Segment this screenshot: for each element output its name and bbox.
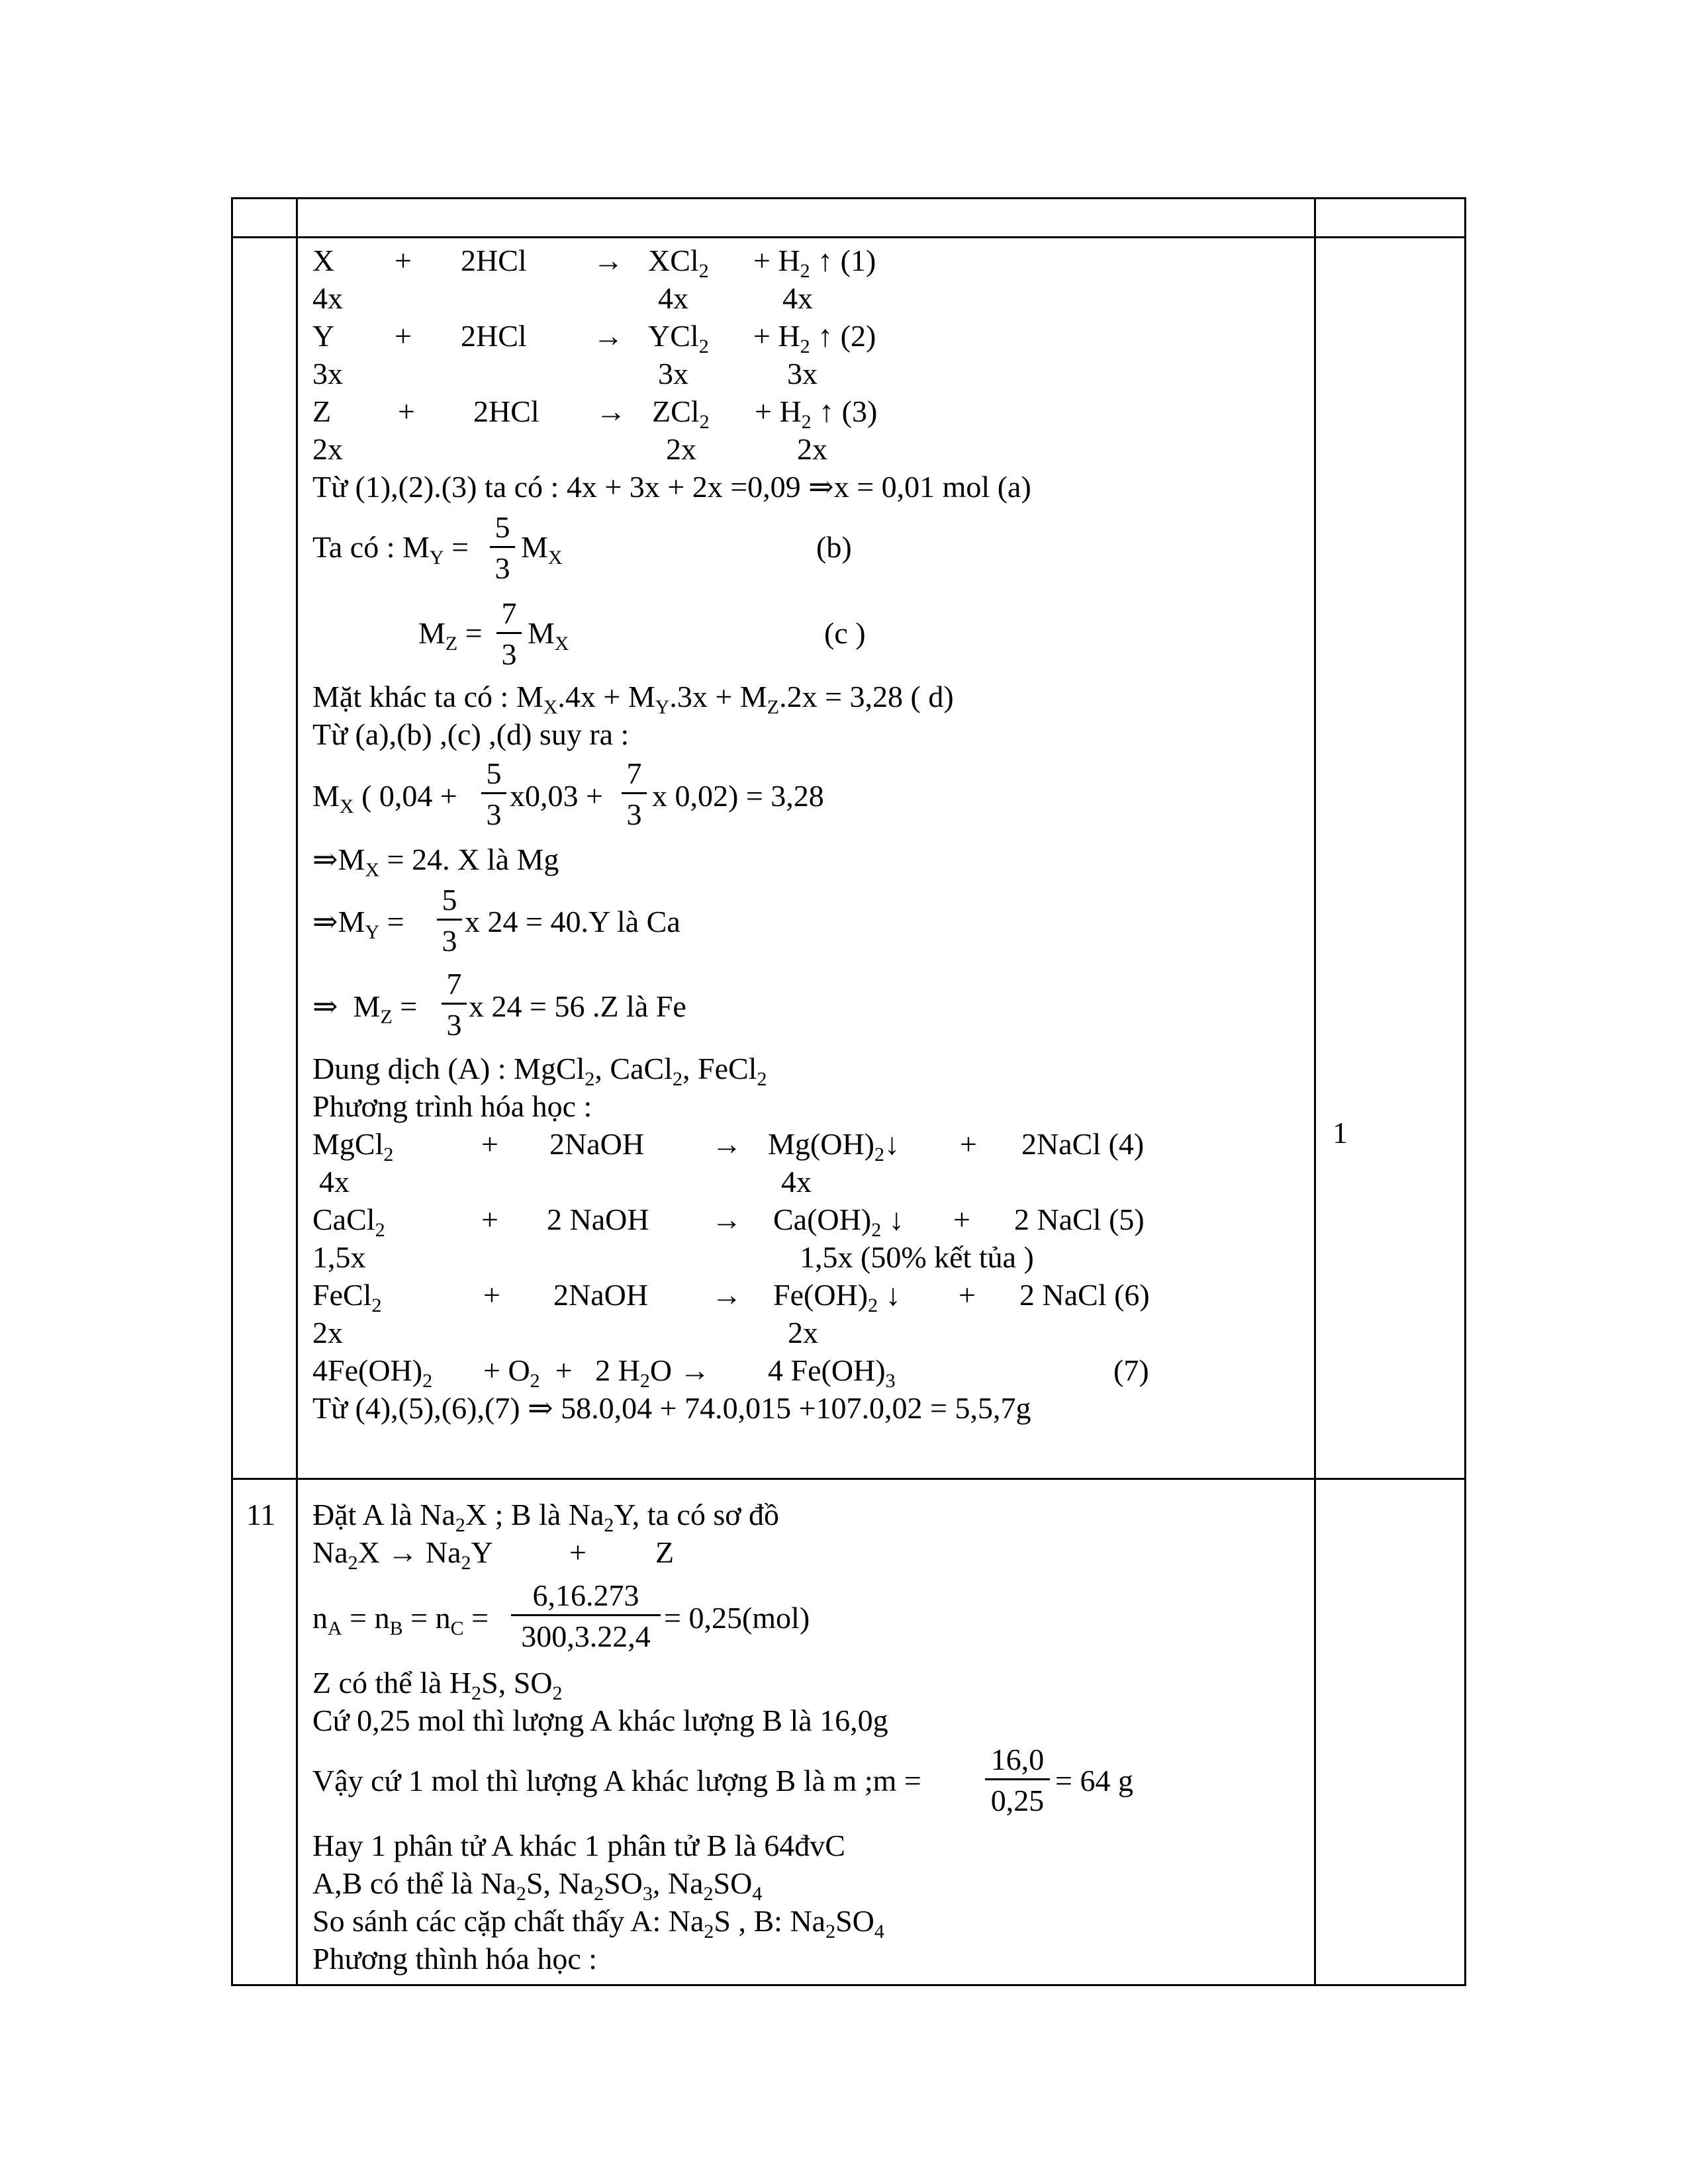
q6-a: 2x	[312, 1316, 343, 1349]
mx-equation: $M_X$ ( 0,04 +	[312, 779, 457, 817]
q5-a: 1,5x	[312, 1240, 366, 1274]
eq3-plus: +	[398, 394, 415, 428]
solution-line: Dung dịch (A) : MgCl$_2$, CaCl$_2$, FeCl$_2$	[312, 1052, 767, 1090]
eq4-plus: +	[481, 1127, 498, 1161]
eq4-plus2: +	[960, 1127, 977, 1161]
result-x: $\Rightarrow M_X = 24$. X là Mg	[312, 842, 559, 881]
final-line: Từ (4),(5),(6),(7) ⇒ 58.0,04 + 74.0,015 +107.0,02 = 5,5,7g	[312, 1391, 1031, 1425]
score-row-10: 1	[1333, 1116, 1348, 1150]
mass-equation: Mặt khác ta có : $M_X.4x + M_Y.3x + M_Z.2x = 3,28$ ( d)	[312, 680, 954, 718]
mz-mx: $M_X$	[528, 616, 569, 655]
q1-b: 4x	[658, 281, 688, 315]
mx-equation-end: x 0,02) = 3,28	[652, 779, 824, 813]
tag-b: (b)	[816, 530, 852, 564]
table-border-top	[231, 197, 1466, 199]
tag-c: (c )	[824, 616, 866, 650]
q2-c: 3x	[787, 357, 818, 390]
my-mx: $M_X$	[521, 530, 563, 569]
eq3-gas: + $H_2$ ↑ (3)	[755, 394, 878, 433]
equation-title: Phương trình hóa học :	[312, 1089, 592, 1123]
eq5-reactant: CaCl$_2$	[312, 1203, 385, 1241]
eq4-reactant: MgCl$_2$	[312, 1127, 394, 1165]
eq2-acid: 2HCl	[461, 319, 527, 353]
eq2-gas: + $H_2$ ↑ (2)	[753, 319, 876, 357]
r11-line-4: Z có thể là $H_2S$, $SO_2$	[312, 1666, 563, 1704]
q4-a: 4x	[319, 1165, 350, 1199]
q2-a: 3x	[312, 357, 343, 390]
eq2-reactant: Y	[312, 319, 335, 353]
eq1-product: XCl$_2$	[648, 244, 709, 282]
table-border-bottom	[231, 1984, 1466, 1986]
eq3-reactant: Z	[312, 394, 332, 428]
result-y-end: x 24 = 40.Y là Ca	[465, 905, 680, 938]
column-divider-2	[1314, 197, 1316, 1986]
r11-line-9: So sánh các cặp chất thấy A: $Na_2S$ , B: $Na_2SO_4$	[312, 1904, 884, 1942]
q3-c: 2x	[797, 432, 827, 466]
q3-a: 2x	[312, 432, 343, 466]
eq6-salt: 2 NaCl (6)	[1019, 1278, 1150, 1312]
q2-b: 3x	[658, 357, 688, 390]
q1-c: 4x	[782, 281, 813, 315]
eq4-precipitate: $Mg(OH)_2↓$	[768, 1127, 900, 1165]
eq7-reactant: $4Fe(OH)_2$	[312, 1353, 433, 1392]
q3-b: 2x	[666, 432, 696, 466]
eq2-arrow: →	[593, 319, 624, 353]
r11-line-3: $n_A = n_B = n_C$ =	[312, 1601, 489, 1639]
tag-7: (7)	[1113, 1353, 1149, 1387]
r11-line-10: Phương thình hóa học :	[312, 1942, 598, 1976]
eq1-reactant: X	[312, 244, 335, 277]
r11-line-5: Cứ 0,25 mol thì lượng A khác lượng B là 16,0g	[312, 1704, 888, 1737]
eq5-plus: +	[481, 1203, 498, 1236]
eq1-gas: + $H_2$ ↑ (1)	[753, 244, 876, 282]
eq2-product: YCl$_2$	[648, 319, 709, 357]
result-y: $\Rightarrow M_Y$ =	[312, 905, 404, 943]
result-z-end: x 24 = 56 .Z là Fe	[469, 989, 686, 1023]
q4-b: 4x	[781, 1165, 812, 1199]
q6-b: 2x	[788, 1316, 818, 1349]
fraction-16-025: 16,0 0,25	[985, 1745, 1050, 1819]
column-divider-1	[296, 197, 298, 1986]
r11-line-2-plus: +	[569, 1535, 586, 1569]
eq5-salt: 2 NaCl (5)	[1014, 1203, 1145, 1236]
eq6-plus: +	[483, 1278, 500, 1312]
mz-line: $M_Z$ =	[418, 616, 483, 655]
eq7-product: 4 $Fe(OH)_3$	[768, 1353, 896, 1392]
eq4-base: 2NaOH	[549, 1127, 645, 1161]
r11-line-3-end: = 0,25(mol)	[664, 1601, 810, 1635]
eq3-arrow: →	[596, 394, 626, 428]
eq1-plus: +	[395, 244, 412, 277]
eq2-plus: +	[395, 319, 412, 353]
eq1-acid: 2HCl	[461, 244, 527, 277]
eq4-arrow: →	[712, 1127, 742, 1161]
fraction-moles: 6,16.273 300,3.22,4	[511, 1580, 661, 1655]
q5-b: 1,5x (50% kết tủa )	[800, 1240, 1034, 1274]
r11-line-1: Đặt A là $Na_2X$ ; B là $Na_2Y$, ta có sơ đồ	[312, 1498, 780, 1536]
eq5-arrow: →	[712, 1203, 742, 1236]
r11-line-7: Hay 1 phân tử A khác 1 phân tử B là 64đvC	[312, 1829, 845, 1862]
eq5-plus2: +	[953, 1203, 970, 1236]
sum-line: Từ (1),(2).(3) ta có : 4x + 3x + 2x =0,09 ⇒x = 0,01 mol (a)	[312, 470, 1031, 504]
eq5-base: 2 NaOH	[547, 1203, 649, 1236]
question-number-11: 11	[246, 1498, 276, 1531]
r11-line-6: Vậy cứ 1 mol thì lượng A khác lượng B là m ;m =	[312, 1764, 921, 1797]
eq3-acid: 2HCl	[473, 394, 539, 428]
result-z: ⇒ $M_Z$ =	[312, 989, 418, 1028]
r11-line-8: A,B có thể là $Na_2S$, $Na_2SO_3$, $Na_2SO_4$	[312, 1866, 763, 1905]
my-line: Ta có : $M_Y$ =	[312, 530, 469, 569]
eq5-precipitate: $Ca(OH)_2$ ↓	[773, 1203, 904, 1241]
mx-equation-mid: x0,03 +	[510, 779, 603, 813]
fraction-5-3: 5 3	[490, 512, 515, 586]
header-row-divider	[231, 236, 1466, 238]
eq6-base: 2NaOH	[553, 1278, 649, 1312]
fraction-7-3: 7 3	[496, 598, 522, 672]
eq6-arrow: →	[712, 1278, 742, 1312]
eq7-reagents: + $O_2 + 2$ $H_2O$ →	[483, 1353, 710, 1392]
eq6-reactant: FeCl$_2$	[312, 1278, 382, 1316]
q1-a: 4x	[312, 281, 343, 315]
r11-line-2: $Na_2X \to Na_2Y$	[312, 1535, 493, 1574]
deduce-line: Từ (a),(b) ,(c) ,(d) suy ra :	[312, 717, 630, 751]
row-divider	[231, 1478, 1466, 1480]
fraction-5-3-c: 5 3	[437, 885, 462, 959]
fraction-5-3-b: 5 3	[481, 758, 506, 833]
eq3-product: ZCl$_2$	[652, 394, 710, 433]
eq6-plus2: +	[959, 1278, 976, 1312]
r11-line-2-z: Z	[655, 1535, 675, 1569]
fraction-7-3-c: 7 3	[442, 969, 467, 1043]
eq1-arrow: →	[593, 244, 624, 277]
table-border-right	[1464, 197, 1466, 1986]
eq6-precipitate: $Fe(OH)_2$ ↓	[773, 1278, 901, 1316]
r11-line-6-end: = 64 g	[1055, 1764, 1133, 1797]
table-border-left	[231, 197, 233, 1986]
fraction-7-3-b: 7 3	[622, 758, 647, 833]
eq4-salt: 2NaCl (4)	[1021, 1127, 1145, 1161]
